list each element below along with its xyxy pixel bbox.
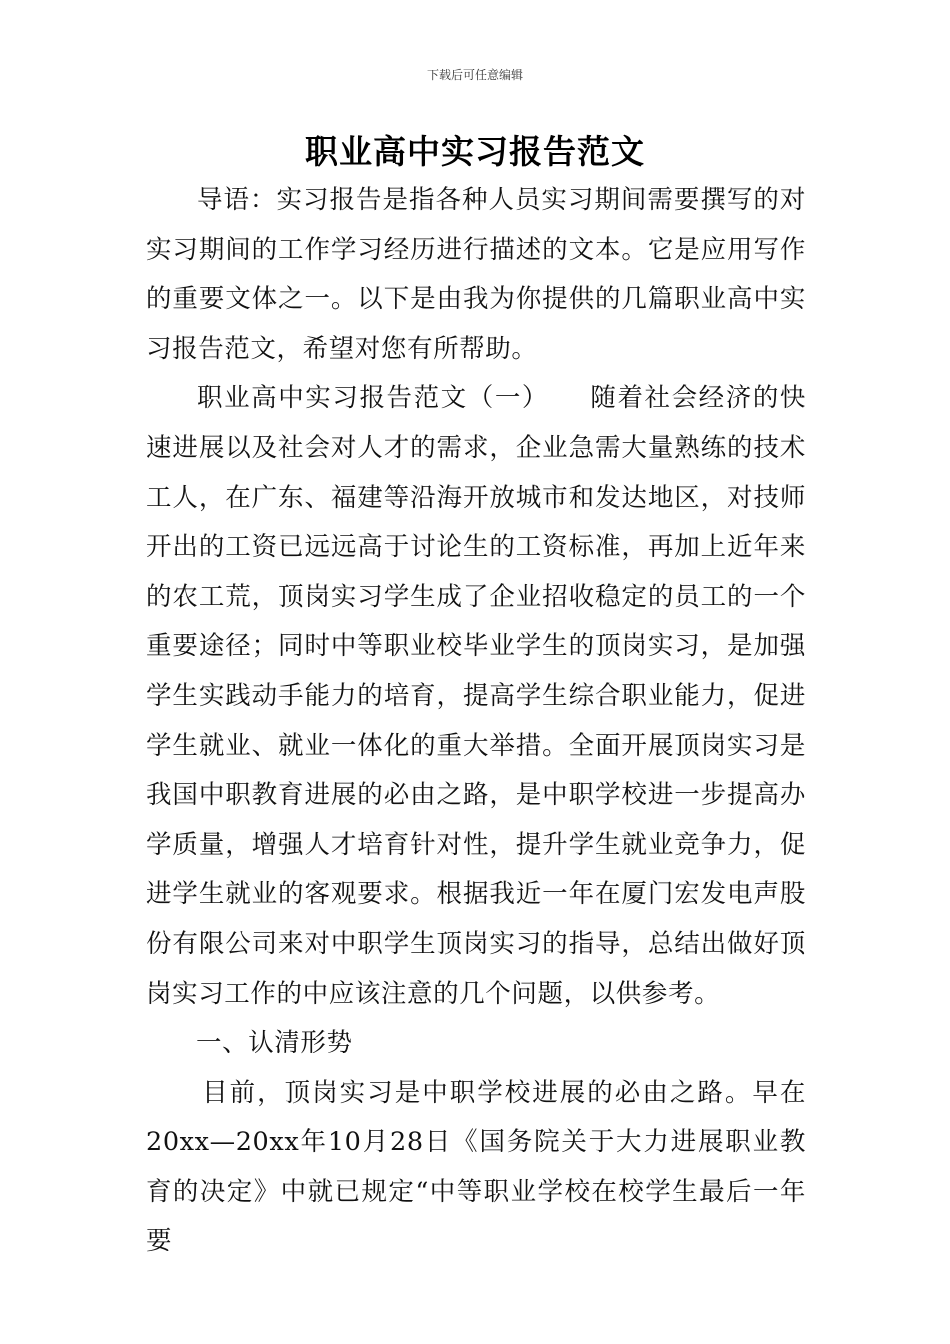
document-body bbox=[146, 176, 806, 1267]
section-heading: 一、认清形势 bbox=[196, 1028, 353, 1059]
intro-paragraph: 导语：实习报告是指各种人员实习期间需要撰写的对实习期间的工作学习经历进行描述的文本。它是应用写作的重要文体之一。以下是由我为你提供的几篇职业高中实习报告范文，希望对您有所帮助。 bbox=[146, 185, 806, 364]
section-one-paragraph: 职业高中实习报告范文（一） 随着社会经济的快速进展以及社会对人才的需求，企业急需大量熟练的技术工人，在广东、福建等沿海开放城市和发达地区，对技师开出的工资已远远高于讨论生的工资标准，再加上近年来的农工荒，顶岗实习学生成了企业招收稳定的员工的一个重要途径；同时中等职业校毕业学生的顶岗实习，是加强学生实践动手能力的培育，提高学生综合职业能力，促进学生就业、就业一体化的重大举措。全面开展顶岗实习是我国中职教育进展的必由之路，是中职学校进一步提高办学质量，增强人才培育针对性，提升学生就业竞争力，促进学生就业的客观要求。根据我近一年在厦门宏发电声股份有限公司来对中职学生顶岗实习的指导，总结出做好顶岗实习工作的中应该注意的几个问题，以供参考。 bbox=[146, 383, 806, 1009]
header-note: 下载后可任意编辑 bbox=[426, 68, 523, 82]
document-title: 职业高中实习报告范文 bbox=[305, 132, 645, 171]
situation-paragraph: 目前，顶岗实习是中职学校进展的必由之路。早在20xx—20xx年10月28日《国务院关于大力进展职业教育的决定》中就已规定“中等职业学校在校学生最后一年要 bbox=[146, 1077, 806, 1257]
